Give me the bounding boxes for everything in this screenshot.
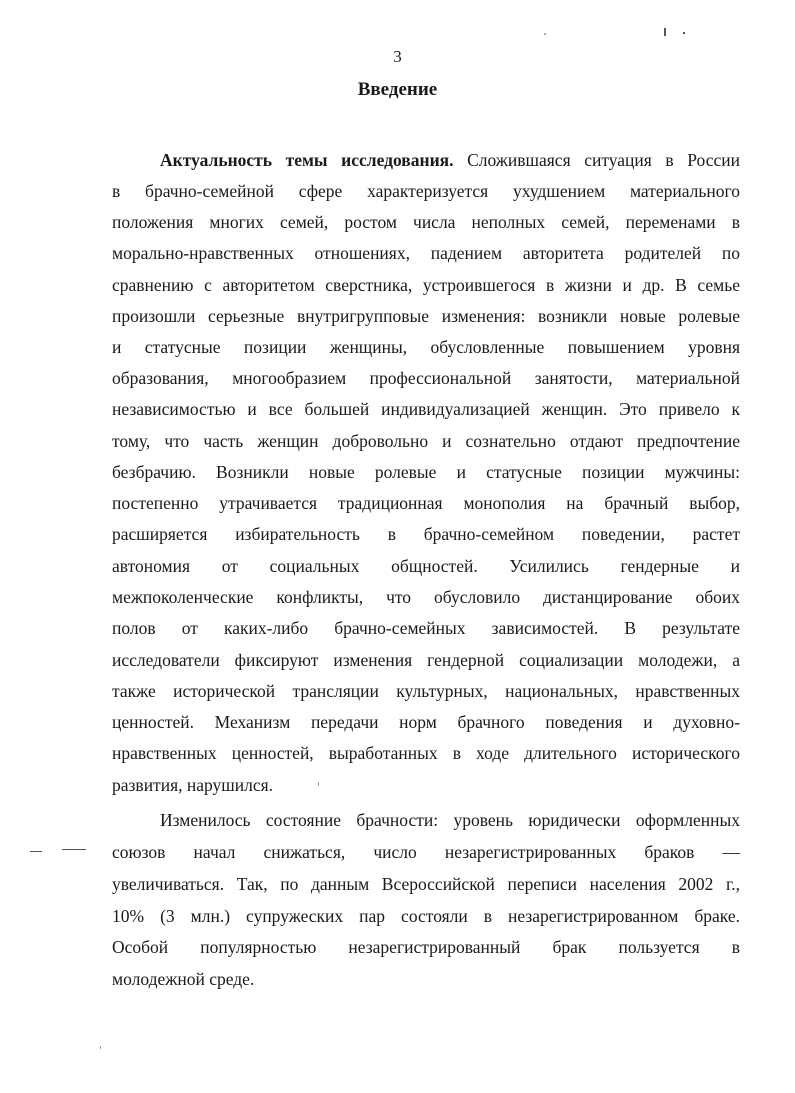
text-line: союзов начал снижаться, число незарегистрированных браков — [112, 842, 740, 862]
text-line: увеличиваться. Так, по данным Всероссийской переписи населения 2002 г., [112, 874, 740, 894]
text-line: в брачно-семейной сфере характеризуется ухудшением материального [112, 181, 740, 201]
scan-mark [62, 849, 86, 850]
text-line: Изменилось состояние брачности: уровень юридически оформленных [160, 810, 740, 830]
text-line: автономия от социальных общностей. Усилились гендерные и [112, 556, 740, 576]
scan-mark [664, 28, 666, 36]
text-line: произошли серьезные внутригрупповые изменения: возникли новые ролевые [112, 306, 740, 326]
page-title: Введение [357, 79, 438, 100]
text-line: и статусные позиции женщины, обусловленные повышением уровня [112, 337, 740, 357]
text-line: Особой популярностью незарегистрированный брак пользуется в [112, 937, 740, 957]
scan-mark [318, 782, 319, 786]
text-line [160, 145, 740, 175]
text-line: ценностей. Механизм передачи норм брачного поведения и духовно- [112, 712, 740, 732]
text-line: постепенно утрачивается традиционная монополия на брачный выбор, [112, 493, 740, 513]
text-line: полов от каких-либо брачно-семейных зависимостей. В результате [112, 618, 740, 638]
text-line-content: Сложившаяся ситуация в России [453, 150, 740, 170]
text-line: тому, что часть женщин добровольно и сознательно отдают предпочтение [112, 431, 740, 451]
text-line: исследователи фиксируют изменения гендерной социализации молодежи, а [112, 650, 740, 670]
text-line: образования, многообразием профессиональной занятости, материальной [112, 368, 740, 388]
text-line: развития, нарушился. [112, 775, 274, 795]
text-line: морально-нравственных отношениях, падением авторитета родителей по [112, 243, 740, 263]
scan-mark [30, 851, 42, 852]
text-line: также исторической трансляции культурных, национальных, нравственных [112, 681, 740, 701]
scan-mark [100, 1046, 101, 1049]
scan-mark [544, 33, 546, 35]
scan-mark [683, 32, 685, 34]
text-line: нравственных ценностей, выработанных в ходе длительного исторического [112, 743, 740, 763]
text-line: молодежной среде. [112, 969, 255, 989]
text-line: сравнению с авторитетом сверстника, устроившегося в жизни и др. В семье [112, 275, 740, 295]
page-number: 3 [393, 47, 402, 66]
text-line: 10% (3 млн.) супружеских пар состояли в незарегистрированном браке. [112, 906, 740, 926]
text-line: независимостью и все большей индивидуализацией женщин. Это привело к [112, 399, 740, 419]
text-line: безбрачию. Возникли новые ролевые и статусные позиции мужчины: [112, 462, 740, 482]
lead-phrase: Актуальность темы исследования. [160, 150, 454, 170]
text-line: положения многих семей, ростом числа неполных семей, переменами в [112, 212, 740, 232]
text-line: расширяется избирательность в брачно-семейном поведении, растет [112, 524, 740, 544]
text-line: межпоколенческие конфликты, что обусловило дистанцирование обоих [112, 587, 740, 607]
